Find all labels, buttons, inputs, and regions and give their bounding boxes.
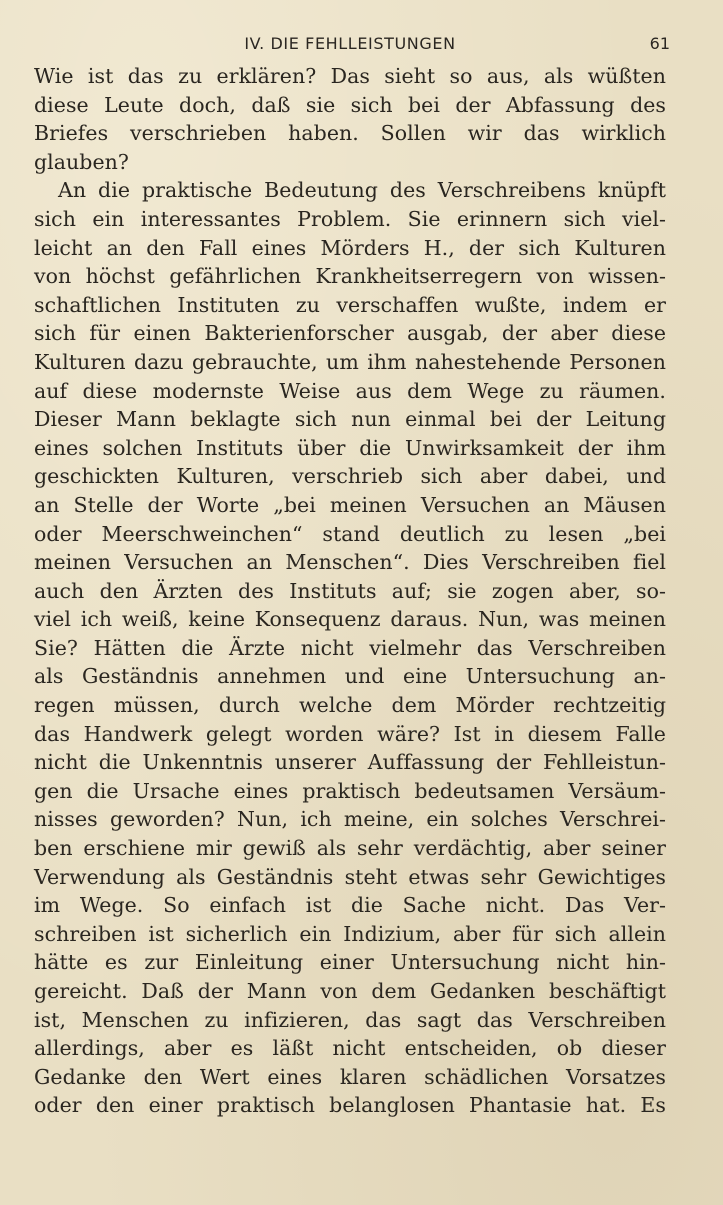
text-line: nisses geworden? Nun, ich meine, ein solches Verschrei- — [34, 807, 666, 832]
text-line: Wie ist das zu erklären? Das sieht so aus, als wüßten — [34, 64, 666, 88]
text-line: sich für einen Bakterienforscher ausgab, der aber diese — [34, 321, 666, 346]
text-line: nicht die Unkenntnis unserer Auffassung der Fehlleistun- — [34, 750, 666, 775]
text-line: leicht an den Fall eines Mörders H., der sich Kulturen — [34, 235, 666, 260]
text-line: An die praktische Bedeutung des Verschreibens knüpft — [58, 178, 666, 203]
page-header — [30, 34, 670, 60]
text-line: gen die Ursache eines praktisch bedeutsamen Versäum- — [34, 778, 666, 803]
text-line: ist, Menschen zu infizieren, das sagt das Verschreiben — [34, 1007, 666, 1032]
text-line: das Handwerk gelegt worden wäre? Ist in diesem Falle — [34, 721, 666, 746]
text-line: Briefes verschrieben haben. Sollen wir das wirklich — [34, 121, 666, 146]
text-line: diese Leute doch, daß sie sich bei der Abfassung des — [34, 92, 666, 117]
text-line: regen müssen, durch welche dem Mörder rechtzeitig — [34, 693, 666, 718]
text-line: als Geständnis annehmen und eine Untersuchung an- — [34, 664, 666, 689]
text-line: hätte es zur Einleitung einer Untersuchung nicht hin- — [34, 950, 666, 975]
text-line: auch den Ärzten des Instituts auf; sie zogen aber, so- — [34, 578, 666, 603]
text-line: schreiben ist sicherlich ein Indizium, aber für sich allein — [34, 921, 666, 946]
running-head: IV. DIE FEHLLEISTUNGEN — [244, 34, 456, 53]
text-line: schaftlichen Instituten zu verschaffen wußte, indem er — [34, 292, 666, 317]
text-line: meinen Versuchen an Menschen“. Dies Verschreiben fiel — [34, 550, 666, 575]
page-number: 61 — [649, 34, 670, 53]
text-line: an Stelle der Worte „bei meinen Versuchen an Mäusen — [34, 492, 666, 517]
body-text — [34, 62, 666, 1120]
text-line: eines solchen Instituts über die Unwirksamkeit der ihm — [34, 435, 666, 460]
text-line: Dieser Mann beklagte sich nun einmal bei der Leitung — [34, 407, 666, 432]
text-line: Verwendung als Geständnis steht etwas sehr Gewichtiges — [34, 864, 666, 889]
text-line: allerdings, aber es läßt nicht entscheiden, ob dieser — [34, 1036, 666, 1061]
text-line: sich ein interessantes Problem. Sie erinnern sich viel- — [34, 206, 666, 231]
text-line: oder den einer praktisch belanglosen Phantasie hat. Es — [34, 1093, 666, 1118]
text-line: viel ich weiß, keine Konsequenz daraus. Nun, was meinen — [34, 607, 666, 632]
text-line: geschickten Kulturen, verschrieb sich aber dabei, und — [34, 464, 666, 489]
text-line: ben erschiene mir gewiß als sehr verdächtig, aber seiner — [34, 836, 666, 861]
text-line: glauben? — [34, 149, 129, 174]
text-line: Sie? Hätten die Ärzte nicht vielmehr das Verschreiben — [34, 635, 666, 660]
text-line: im Wege. So einfach ist die Sache nicht. Das Ver- — [34, 893, 666, 918]
text-line: Gedanke den Wert eines klaren schädlichen Vorsatzes — [34, 1064, 666, 1089]
text-line: gereicht. Daß der Mann von dem Gedanken beschäftigt — [34, 979, 666, 1003]
text-line: von höchst gefährlichen Krankheitserregern von wissen- — [34, 264, 666, 289]
text-line: oder Meerschweinchen“ stand deutlich zu lesen „bei — [34, 521, 666, 546]
text-line: auf diese modernste Weise aus dem Wege zu räumen. — [34, 378, 666, 403]
text-line: Kulturen dazu gebrauchte, um ihm nahestehende Personen — [34, 349, 666, 374]
